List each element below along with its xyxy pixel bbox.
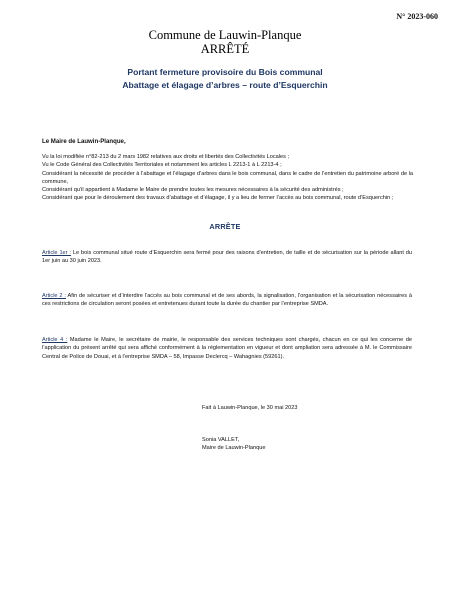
article-text <box>42 249 412 266</box>
article-text <box>42 336 412 361</box>
article-label: Article 4 : <box>42 337 68 343</box>
visa-line: Considérant qu’il appartient à Madame le Maire de prendre toutes les mesures nécessaires à la sécurité des administrés ; <box>42 187 344 194</box>
article-2 <box>42 292 412 309</box>
decree-number: N° 2023-060 <box>396 12 438 21</box>
decree-subject <box>0 66 450 91</box>
signer-name: Sonia VALLET, <box>202 437 240 443</box>
signer-role: Maire de Lauwin-Planque <box>202 445 266 452</box>
document-header <box>0 28 450 56</box>
visa-line: Vu le Code Général des Collectivités Territoriales et notamment les articles L 2213-1 à L 2213-4 ; <box>42 162 282 169</box>
article-1 <box>42 249 412 266</box>
article-body: Le bois communal situé route d’Esquerchin sera fermé pour des raisons d’entretien, de taille et de sécurisation sur la période allant du 1er juin au 30 juin 2023. <box>42 250 413 265</box>
article-label: Article 1er : <box>42 250 71 256</box>
article-body: Afin de sécuriser et d’interdire l’accès au bois communal et de ses abords, la signalisation, l’organisation et la sécurisation nécessaires à ces restrictions de circulation seront posées et entretenues durant toute la durée du chantier par l’entreprise SMDA. <box>42 293 412 308</box>
visas-section <box>42 153 414 203</box>
commune-name: Commune de Lauwin-Planque <box>148 28 302 42</box>
article-4 <box>42 336 412 361</box>
place-and-date: Fait à Lauwin-Planque, le 30 mai 2023 <box>202 405 298 411</box>
article-label: Article 2 : <box>42 293 66 299</box>
subject-line-1: Portant fermeture provisoire du Bois communal <box>127 67 323 77</box>
decree-heading: ARRÊTE <box>209 222 241 231</box>
document-title: ARRÊTÉ <box>200 42 250 56</box>
issuing-authority: Le Maire de Lauwin-Planque, <box>42 138 126 145</box>
signature-block <box>202 436 265 452</box>
visa-line: Considérant que pour le déroulement des travaux d’abattage et d’élagage, il y a lieu de fermer l’accès au bois communal, route d’Esquerchin ; <box>42 195 394 202</box>
visa-line: Vu la loi modifiée n°82-213 du 2 mars 1982 relatives aux droits et libertés des Collectivités Locales ; <box>42 154 290 160</box>
article-body: Madame le Maire, le secrétaire de mairie, le responsable des services techniques sont chargés, chacun en ce qui les concerne de l’application du présent arrêté qui sera affiché conformément à la réglementation en vigueur et dont ampliation sera adressée à M. le Commissaire Central de Police de Douai, et à l’entreprise SMDA – 58, Impasse Declercq – Wahagnies (59261). <box>42 337 412 360</box>
visa-line: Considérant la nécessité de procéder à l’abattage et l’élagage d’arbres dans le bois communal, dans le cadre de l’entretien du patrimoine arboré de la commune, <box>42 170 413 185</box>
article-text <box>42 292 412 309</box>
subject-line-2: Abattage et élagage d’arbres – route d’Esquerchin <box>122 79 328 90</box>
